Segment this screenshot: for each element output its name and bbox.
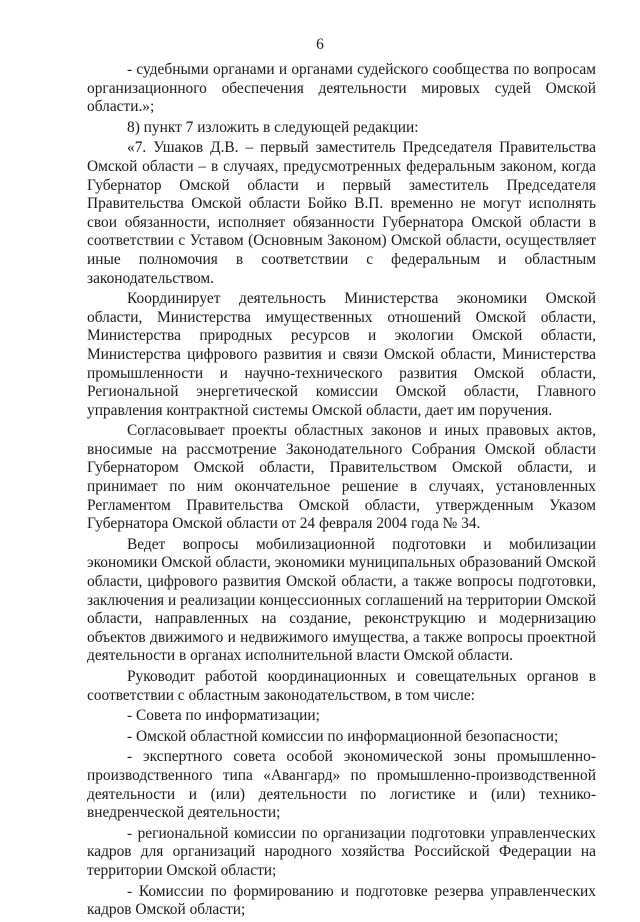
- paragraph: - судебными органами и органами судейского сообщества по вопросам организационного обеспечения деятельности мировых судей Омской области.»;: [87, 61, 596, 116]
- list-item: - региональной комиссии по организации подготовки управленческих кадров для организаций народного хозяйства Российской Федерации на территории Омской области;: [87, 824, 596, 879]
- paragraph: Координирует деятельность Министерства экономики Омской области, Министерства имущественных отношений Омской области, Министерства природных ресурсов и экологии Омской области, Министерства цифрового развития и связи Омской области, Министерства промышленности и научно-технического развития Омской области, Региональной энергетической комиссии Омской области, Главного управления контрактной системы Омской области, дает им поручения.: [87, 290, 596, 419]
- paragraph: Ведет вопросы мобилизационной подготовки и мобилизации экономики Омской области, экономики муниципальных образований Омской области, цифрового развития Омской области, а также вопросы подготовки, заключения и реализации концессионных соглашений на территории Омской области, направленных на создание, реконструкцию и модернизацию объектов движимого и недвижимого имущества, а также вопросы проектной деятельности в органах исполнительной власти Омской области.: [87, 535, 596, 665]
- paragraph: Согласовывает проекты областных законов и иных правовых актов, вносимые на рассмотрение Законодательного Собрания Омской области Губернатором Омской области, Правительством Омской области, и принимает по ним окончательное решение в случаях, установленных Регламентом Правительства Омской области, утвержденным Указом Губернатора Омской области от 24 февраля 2004 года № 34.: [87, 422, 596, 533]
- list-item: - экспертного совета особой экономической зоны промышленно-производственного типа «Авангард» по промышленно-производственной деятельности и (или) деятельности по логистике и (или) технико-внедренческой деятельности;: [87, 748, 596, 822]
- list-item: - Совета по информатизации;: [127, 707, 320, 725]
- paragraph: Руководит работой координационных и совещательных органов в соответствии с областным законодательством, в том числе:: [87, 668, 596, 704]
- list-item: - Омской областной комиссии по информационной безопасности;: [127, 727, 559, 745]
- paragraph: «7. Ушаков Д.В. – первый заместитель Председателя Правительства Омской области – в случаях, предусмотренных федеральным законом, когда Губернатор Омской области и первый заместитель Председателя Правительства Омской области Бойко В.П. временно не могут исполнять свои обязанности, исполняет обязанности Губернатора Омской области в соответствии с Уставом (Основным Законом) Омской области, осуществляет иные полномочия в соответствии с федеральным и областным законодательством.: [87, 139, 596, 287]
- page-number: 6: [316, 36, 324, 53]
- list-item: - Комиссии по формированию и подготовке резерва управленческих кадров Омской области;: [87, 882, 596, 919]
- paragraph: 8) пункт 7 изложить в следующей редакции:: [127, 118, 419, 136]
- document-body: [87, 61, 596, 922]
